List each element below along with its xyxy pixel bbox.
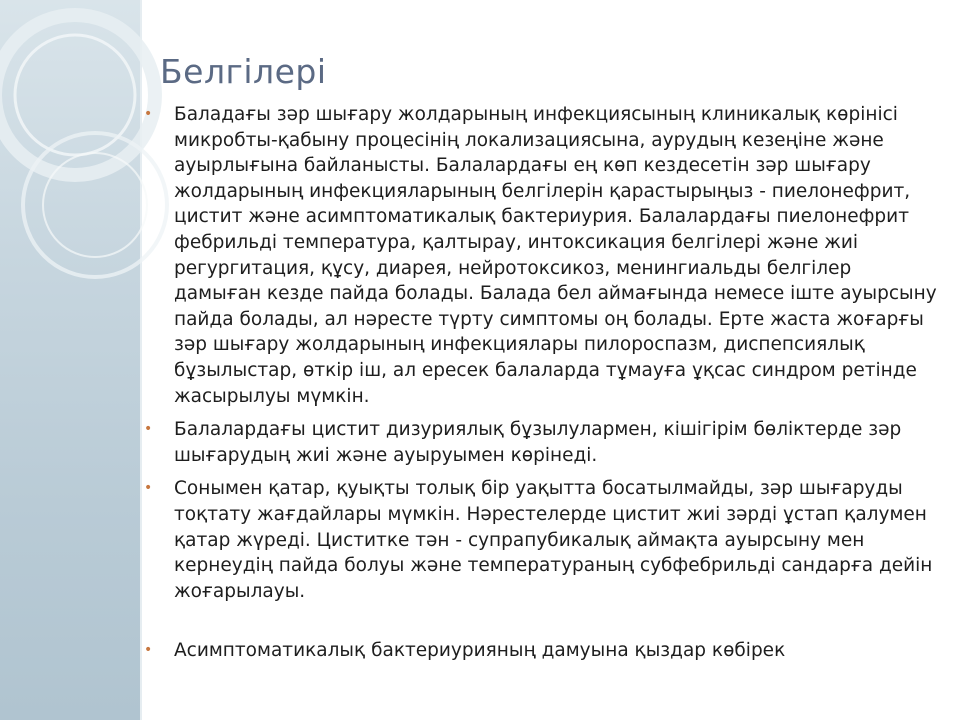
- list-item: [143, 102, 943, 409]
- bullet-icon: •: [144, 421, 153, 438]
- bullet-text: Баладағы зәр шығару жолдарының инфекциясының клиникалық көрінісі микробты-қабыну процесінің локализациясына, аурудың кезеңіне және ауырлығына байланысты. Балалардағы ең көп кездесетін зәр шығару жолдарының инфекцияларының белгілерін қарастырыңыз - пиелонефрит, цистит және асимптоматикалық бактериурия. Балалардағы пиелонефрит фебрильді температура, қалтырау, интоксикация белгілері және жиі регургитация, құсу, диарея, нейротоксикоз, менингиальды белгілер дамыған кезде пайда болады. Балада бел аймағында немесе іште ауырсыну пайда болады, ал нәресте түрту симптомы оң болады. Ерте жаста жоғарғы зәр шығару жолдарының инфекциялары пилороспазм, диспепсиялық бұзылыстар, өткір іш, ал ересек балаларда тұмауға ұқсас синдром ретінде жасырылуы мүмкін.: [174, 104, 937, 407]
- bullet-text: Сонымен қатар, қуықты толық бір уақытта босатылмайды, зәр шығаруды тоқтату жағдайлары мүмкін. Нәрестелерде цистит жиі зәрді ұстап қалумен қатар жүреді. Циститке тән - супрапубикалық аймақта ауырсыну мен кернеудің пайда болуы және температураның субфебрильді сандарға дейін жоғарылауы.: [174, 478, 933, 602]
- slide-title: Белгілері: [160, 52, 327, 91]
- bullet-text: Асимптоматикалық бактериурияның дамуына қыздар көбірек: [174, 640, 786, 662]
- bullet-icon: •: [144, 642, 153, 659]
- deco-circle-large: [0, 15, 155, 175]
- bullet-icon: •: [144, 480, 153, 497]
- list-item: [143, 476, 943, 604]
- bullet-text: Балалардағы цистит дизуриялық бұзылулармен, кішігірім бөліктерде зәр шығарудың жиі және ауыруымен көрінеді.: [174, 419, 902, 466]
- bullet-icon: •: [144, 106, 153, 122]
- list-item: [143, 417, 943, 468]
- list-item: [143, 638, 943, 664]
- bullet-list: [143, 102, 943, 672]
